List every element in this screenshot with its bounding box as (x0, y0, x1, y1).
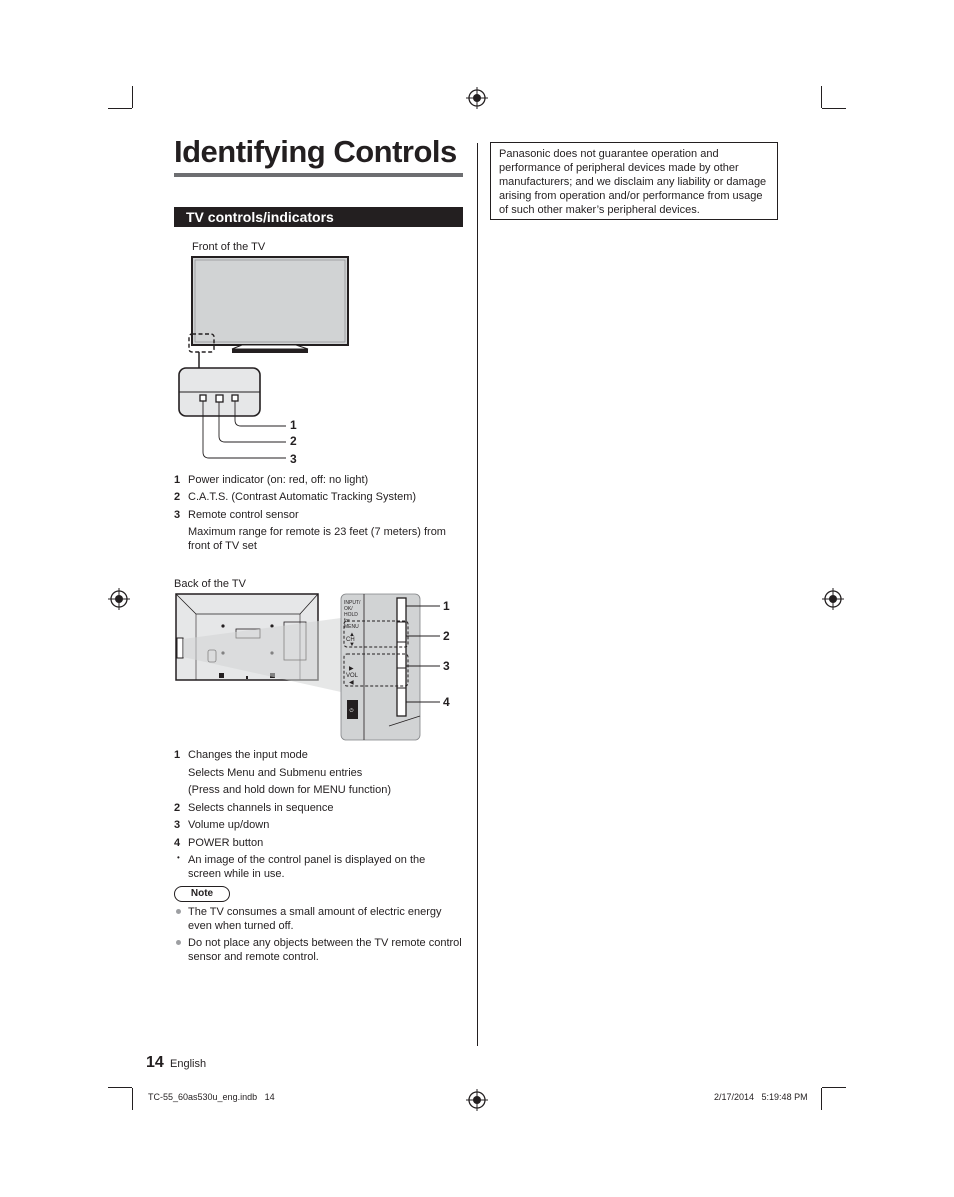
note-label: Note (174, 886, 230, 902)
item-number: 1 (174, 474, 181, 486)
registration-mark-icon (466, 1089, 488, 1111)
note-item-1: The TV consumes a small amount of electric energy even when turned off. (188, 906, 442, 932)
front-callout-3: 3 (290, 452, 297, 466)
registration-mark-icon (822, 588, 844, 610)
item-text: Selects channels in sequence (188, 802, 334, 814)
registration-mark-icon (466, 87, 488, 109)
item-number: 4 (174, 837, 181, 849)
back-callout-2: 2 (443, 629, 450, 643)
svg-text:▲: ▲ (349, 632, 355, 638)
bullet-icon (176, 909, 181, 914)
bullet-icon: • (177, 853, 180, 862)
back-callout-1: 1 (443, 599, 450, 613)
column-divider (477, 143, 478, 1046)
item-number: 1 (174, 749, 181, 761)
back-bullet-text: An image of the control panel is displayed on the screen while in use. (188, 854, 426, 880)
page-language: English (170, 1058, 207, 1070)
item-text: Changes the input mode (188, 749, 308, 761)
crop-mark (821, 86, 822, 108)
back-callout-lines (400, 600, 444, 710)
registration-mark-icon (108, 588, 130, 610)
crop-mark (108, 1087, 132, 1088)
input-label: INPUT/ OK/ HOLD for MENU (344, 600, 361, 630)
item-number: 3 (174, 819, 181, 831)
section-heading: TV controls/indicators (174, 207, 463, 227)
crop-mark (821, 1088, 822, 1110)
footer-file: TC-55_60as530u_eng.indb 14 (148, 1092, 275, 1102)
item-text: Power indicator (on: red, off: no light) (188, 474, 369, 486)
item-number: 2 (174, 802, 181, 814)
title-rule (174, 173, 463, 177)
tv-front-illustration (176, 254, 356, 470)
front-item-3-detail: Maximum range for remote is 23 feet (7 meters) from front of TV set (188, 526, 446, 552)
item-text: Volume up/down (188, 819, 270, 831)
bullet-icon (176, 940, 181, 945)
item-text: Remote control sensor (188, 509, 299, 521)
page-number: 14 (146, 1054, 164, 1071)
svg-text:▼: ▼ (349, 642, 355, 648)
back-callout-3: 3 (443, 659, 450, 673)
front-callout-1: 1 (290, 418, 297, 432)
item-text: POWER button (188, 837, 264, 849)
svg-text:⏻: ⏻ (349, 708, 354, 714)
crop-mark (132, 1088, 133, 1110)
item-text: C.A.T.S. (Contrast Automatic Tracking System) (188, 491, 417, 503)
front-callout-2: 2 (290, 434, 297, 448)
crop-mark (822, 108, 846, 109)
back-item-1-detail: Selects Menu and Submenu entries (188, 767, 363, 779)
page-title: Identifying Controls (174, 134, 457, 169)
item-number: 2 (174, 491, 181, 503)
notice-box: Panasonic does not guarantee operation and performance of peripheral devices made by other manufacturers; and we disclaim any liability or damage arising from operation and/or performance from usage of such other maker’s peripheral devices. (490, 142, 778, 220)
tv-back-illustration (174, 592, 422, 742)
crop-mark (132, 86, 133, 108)
ch-label: CH (346, 637, 355, 643)
back-callout-4: 4 (443, 695, 450, 709)
back-caption: Back of the TV (174, 578, 246, 590)
front-caption: Front of the TV (192, 241, 266, 253)
crop-mark (822, 1087, 846, 1088)
vol-label: VOL (346, 673, 359, 679)
crop-mark (108, 108, 132, 109)
back-item-1-detail: (Press and hold down for MENU function) (188, 784, 391, 796)
svg-text:◀: ◀ (349, 680, 354, 686)
svg-text:▶: ▶ (349, 666, 354, 672)
note-item-2: Do not place any objects between the TV remote control sensor and remote control. (188, 937, 462, 963)
item-number: 3 (174, 509, 181, 521)
footer-datetime: 2/17/2014 5:19:48 PM (714, 1092, 808, 1102)
